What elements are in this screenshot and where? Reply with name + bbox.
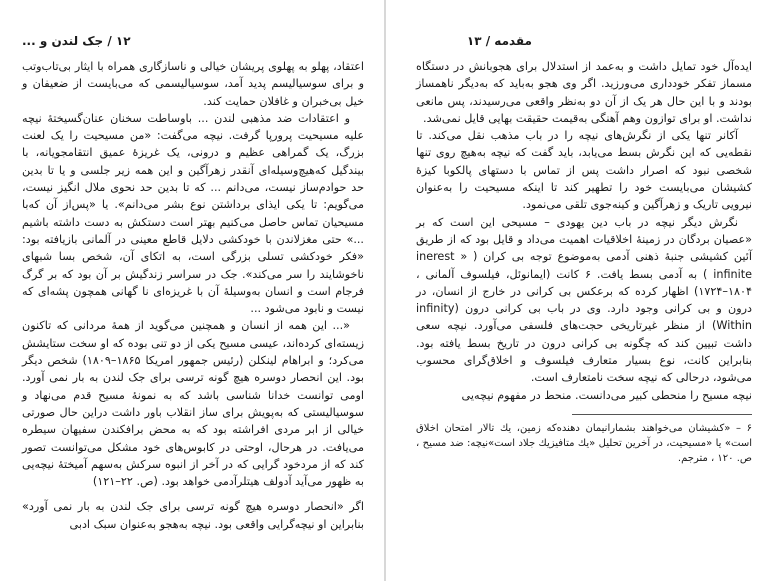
right-paragraph-2: آکانر تنها یکی از نگرش‌های نیچه را در باب مذهب نقل می‌کند. تا نقطه‌یی که این نگرش بسط می‌یابد، باید گفت که نیچه به‌هیچ روی تنها شخصی نبود که اصرار داشت پس از تماس با دستهای پالکوبا کیزهٔ کشیشان می‌بایست خود را تطهیر کند تا اینکه مسیحیت را به‌عنوان نیرویی تاریک و زهرآگین و کینه‌جوی تلقی می‌نمود. xyxy=(416,129,752,212)
left-paragraph-3: «... این همه از انسان و همچنین می‌گوید از همهٔ مردانی که تاکنون زیسته‌ای کرده‌اند، عیسی مسیح یکی از دو تنی بوده که او سخت ستایشش می‌کرد؛ و ابراهام لینکلن (رئیس جمهور امریکا ۱۸۶۵–۱۸۰۹) شخص دیگر بود. این انحصار دوسره هیچ گونه ترسی برای جک لندن به بار نمی آورد. اومی توانست خدانا شناسی باشد که به نمونهٔ مسیح قدم می‌نهاد و سوسیالیستی که به‌پویش برای ساز انقلاب باور داشت دراین حال صورتی خیالی از ابر مردی افراشته بود که به محض برافکندن سفیهان سیطره می‌یافت. در هرحال، اوحتی در کابوس‌های خود مشکل می‌توانست تصور کند که از مردخود گرایی که در آخر از انبوه سرکش به‌سهم آمیختهٔ نیچه‌یی به ظهور می‌آید آدولف هیتلرآدمی خواهد بود. (ص. ۲۲–۱۲۱) xyxy=(22,319,364,489)
left-page-bottom-text: اگر «انحصار دوسره هیچ گونه ترسی برای جک لندن به بار نمی آورد» بنابراین او نیچه‌گرایی واقعی بود. نیچه به‌هجو به‌عنوان سبک ادبی xyxy=(22,500,364,531)
left-paragraph-2: و اعتقادات ضد مذهبی لندن ... باوساطت سخنان عنان‌گسیختهٔ نیچه علیه مسیحیت پرورپا گرفت. نیچه می‌گفت: «من مسیحیت را یک لعنت بزرگ، یک گمراهی عظیم و درونی، یک غریزهٔ عمیق انتقامجویانه، با بیندگیل که‌هیچ‌وسیله‌ای آنقدر زهرآگین و این همه زیر جلسی و یا تا بدین حد حوادم‌ساز نیست، می‌دانم ... که تا بدین حد نحوی ملال انگیز نیست، می‌گویم: تا یکی ایذای برداشتن نوع بشر می‌دانم». یا «پس‌از آن که‌با مسیحیان تماس حاصل می‌کنیم بهتر است دستکش به دست داشته باشیم ...» حتی مغزلاندن با خودکشی دلایل قاطع معینی در آلمانی بازیافته بود: «فکر خودکشی تسلی بزرگی است، به اتکای آن، شخص بسا شبهای ناخوشایند را سر می‌کند». جک در سراسر زندگیش بر آن بود که بر گرگ فرجام است و انسان به‌وسیلهٔ آن با غریزه‌ای نا گهانی همچون پشه‌ای که نیست و نابود می‌شود ... xyxy=(22,111,364,316)
right-page-header xyxy=(416,34,752,48)
right-page xyxy=(386,0,772,581)
left-page-header-text: ۱۲ / جک لندن و ... xyxy=(22,34,131,48)
right-paragraph-4: نیچه مسیح را منحطی کبیر می‌دانست. منحط در مفهوم نیچه‌یی xyxy=(461,388,752,402)
right-page-header-text: مقدمه / ۱۳ xyxy=(466,34,532,48)
right-paragraph-3: نگرش دیگر نیچه در باب دین یهودی – مسیحی این است که بر «عصیان بردگان در زمینهٔ اخلاقیات اهمیت می‌داد و قایل بود که از طریق آئین کشیشی جنبهٔ ذهنی آدمی به‌موضوع توجه بی کران ( inerest » infinite ) به آدمی بسط یافت. ۶ کانت (ایمانوئل، فیلسوف آلمانی ، ۱۸۰۴–۱۷۲۴) اظهار کرده که برعکس بی کرانی در خارج از انسان، در درون و بی کرانی وجود دارد. وی در باب بی کرانی درون (infinity Within) از منظر غیرتاریخی حجت‌های فلسفی می‌آورد. نیچه سعی داشت تبیین کند که چگونه بی کرانی درون در تاریخ بسط یافته بود. بنابراین کانت، نوع بسیار متعارف فیلسوف و اخلاق‌گرای محسوب می‌شود، درحالی که نیچه سخت نامتعارف است. xyxy=(416,215,753,385)
left-paragraph-1: اعتقاد، پهلو به پهلوی پریشان خیالی و ناسازگاری همراه با ایثار بی‌تاب‌وتب و برای سوسیالیسم پدید آمد، سوسیالیسمی که می‌بایست از ضعیفان و خیل بی‌خبران و غافلان حمایت کند. xyxy=(22,60,364,108)
right-paragraph-1: ایده‌آل خود تمایل داشت و به‌عمد از استدلال برای هجوبانش در دستگاه مسماز تفکر خودداری می‌ورزید. اگر وی هجو به‌باید که به‌دیگر ناهمساز بودند و با این حال هر یک از آن دو به‌نظر واقعی می‌رسیدند، پس مانعی نداشت. او برای توازون وهم آهنگی به‌قیمت حقیقت بهایی قایل نمی‌شد. xyxy=(416,60,752,125)
left-page-body xyxy=(22,58,364,490)
right-page-body xyxy=(416,58,752,404)
right-page-footnote: ۶ – «کشیشان می‌خواهند بشمارانیمان دهنده‌که زمین، یك تالار امتحان اخلاق است» یا «مسیحیت، در آخرین تحلیل «یك متافیزیك جلاد است»نیچه: ضد مسیح ، ص. ۱۲۰ ، مترجم. xyxy=(416,422,752,464)
left-page-header xyxy=(22,34,364,48)
footnote-divider xyxy=(572,414,752,415)
